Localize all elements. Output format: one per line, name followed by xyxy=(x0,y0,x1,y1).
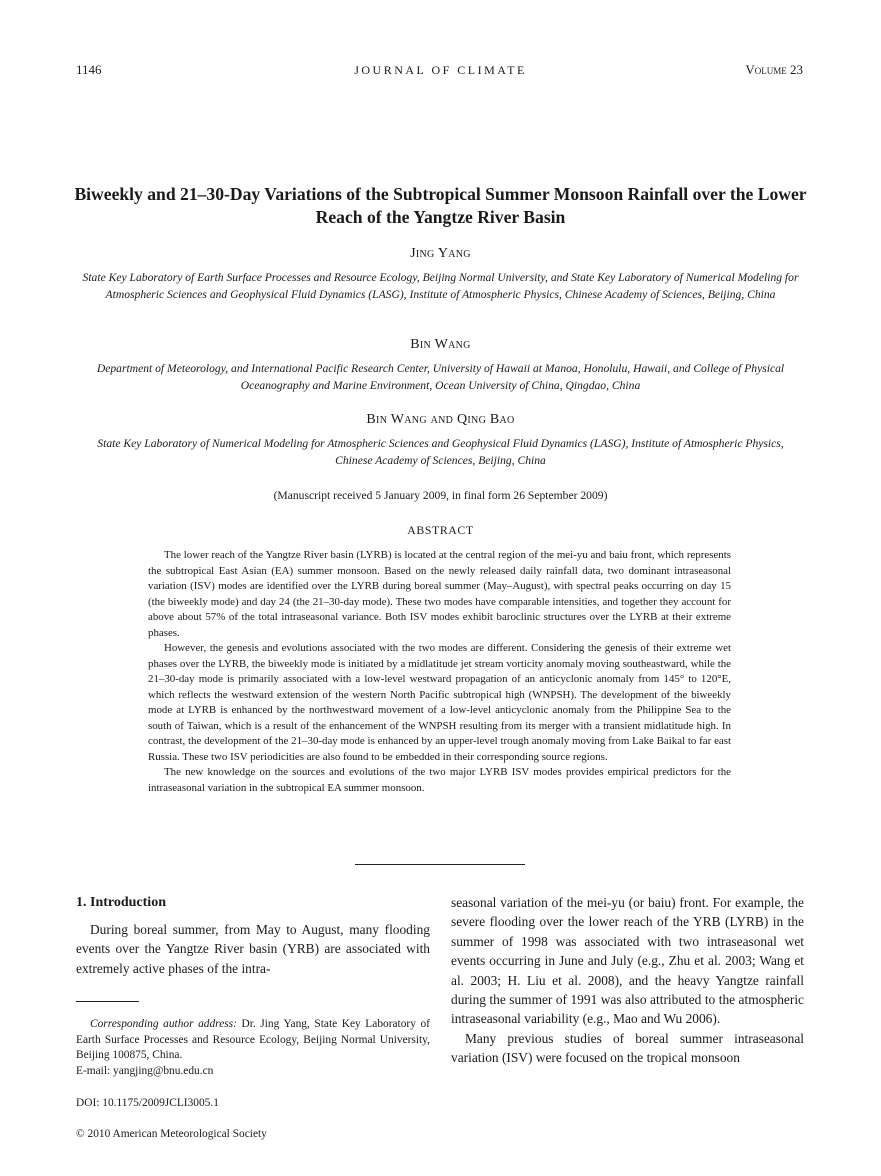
author-affiliation: State Key Laboratory of Numerical Modeling for Atmospheric Sciences and Geophysical Fluid Dynamics (LASG), Institute of Atmospheric Physics, Chinese Academy of Sciences, Beijing, China xyxy=(97,437,784,467)
body-column-left xyxy=(76,920,430,978)
section-divider xyxy=(355,864,525,865)
footnote-email: E-mail: yangjing@bnu.edu.cn xyxy=(76,1064,214,1077)
doi: DOI: 10.1175/2009JCLI3005.1 xyxy=(76,1097,219,1109)
author-name: Jing Yang xyxy=(410,246,471,261)
page-number: 1146 xyxy=(76,62,102,77)
abstract-heading: ABSTRACT xyxy=(407,523,474,537)
volume-label: Volume 23 xyxy=(745,62,803,77)
footnote-text: Dr. Jing Yang, State Key Laboratory of Earth Surface Processes and Resource Ecology, Beijing Normal University, Beijing 100875, China. xyxy=(76,1018,430,1061)
abstract-paragraph: However, the genesis and evolutions associated with the two modes are different. Considering the genesis of their extreme wet phases over the LYRB, the biweekly mode is initiated by a midlatitude jet stream vorticity anomaly moving southeastward, while the 21–30-day mode is primarily associated with a low-level westward propagation of an anticyclonic anomaly from 145° to 120°E, which reflects the westward extension of the western North Pacific subtropical high (WNPSH). The development of the biweekly mode at LYRB is enhanced by the northwestward movement of a low-level anticyclonic anomaly from the Philippine Sea to the south of Taiwan, which is a result of the enhancement of the WNPSH resulting from its merger with a transient midlatitude high. In contrast, the development of the 21–30-day mode is enhanced by an upper-level trough anomaly moving from Lake Baikal to far east Russia. These two ISV periodicities are also found to be embedded in their corresponding source regions. xyxy=(148,642,731,763)
body-paragraph: seasonal variation of the mei-yu (or baiu) front. For example, the severe flooding over the lower reach of the YRB (LYRB) in the summer of 1998 was associated with two intraseasonal wet events occurring in June and July (e.g., Zhu et al. 2003; Wang et al. 2003; H. Liu et al. 2008), and the heavy Yangtze rainfall during the summer of 1991 was also attributed to the atmospheric intraseasonal variability (e.g., Mao and Wu 2006). xyxy=(451,895,804,1027)
abstract-paragraph: The new knowledge on the sources and evolutions of the two major LYRB ISV modes provides empirical predictors for the intraseasonal variation in the subtropical EA summer monsoon. xyxy=(148,766,731,794)
section-heading: 1. Introduction xyxy=(76,895,166,910)
article-title: Biweekly and 21–30-Day Variations of the Subtropical Summer Monsoon Rainfall over the Lower Reach of the Yangtze River Basin xyxy=(74,184,807,227)
abstract-paragraph: The lower reach of the Yangtze River basin (LYRB) is located at the central region of the mei-yu and baiu front, which represents the subtropical East Asian (EA) summer monsoon. Based on the newly released daily rainfall data, two dominant intraseasonal variation (ISV) modes are identified over the LYRB during boreal summer (May–August), with spectral peaks occurring on day 15 (the biweekly mode) and day 24 (the 21–30-day mode). These two modes have comparable intensities, and together they account for above about 57% of the total intraseasonal variance. Both ISV modes exhibit baroclinic structures over the LYRB at their extreme phases. xyxy=(148,549,731,639)
abstract-body xyxy=(148,548,731,796)
author-name: Bin Wang xyxy=(410,337,471,352)
body-paragraph: During boreal summer, from May to August, many flooding events over the Yangtze River basin (YRB) are associated with extremely active phases of the intra- xyxy=(76,922,430,976)
author-affiliation: State Key Laboratory of Earth Surface Processes and Resource Ecology, Beijing Normal University, and State Key Laboratory of Numerical Modeling for Atmospheric Sciences and Geophysical Fluid Dynamics (LASG), Institute of Atmospheric Physics, Chinese Academy of Sciences, Beijing, China xyxy=(82,271,799,301)
footnote-rule xyxy=(76,1001,139,1002)
author-name: Bin Wang and Qing Bao xyxy=(366,412,515,427)
manuscript-received: (Manuscript received 5 January 2009, in final form 26 September 2009) xyxy=(273,489,608,502)
body-paragraph: Many previous studies of boreal summer intraseasonal variation (ISV) were focused on the tropical monsoon xyxy=(451,1030,804,1066)
footnote-label: Corresponding author address: xyxy=(90,1018,237,1030)
body-column-right xyxy=(451,893,804,1068)
journal-name: JOURNAL OF CLIMATE xyxy=(354,63,527,77)
footnote xyxy=(76,1017,430,1079)
author-affiliation: Department of Meteorology, and International Pacific Research Center, University of Hawaii at Manoa, Honolulu, Hawaii, and College of Physical Oceanography and Marine Environment, Ocean University of China, Qingdao, China xyxy=(96,362,785,392)
copyright: © 2010 American Meteorological Society xyxy=(76,1128,267,1140)
